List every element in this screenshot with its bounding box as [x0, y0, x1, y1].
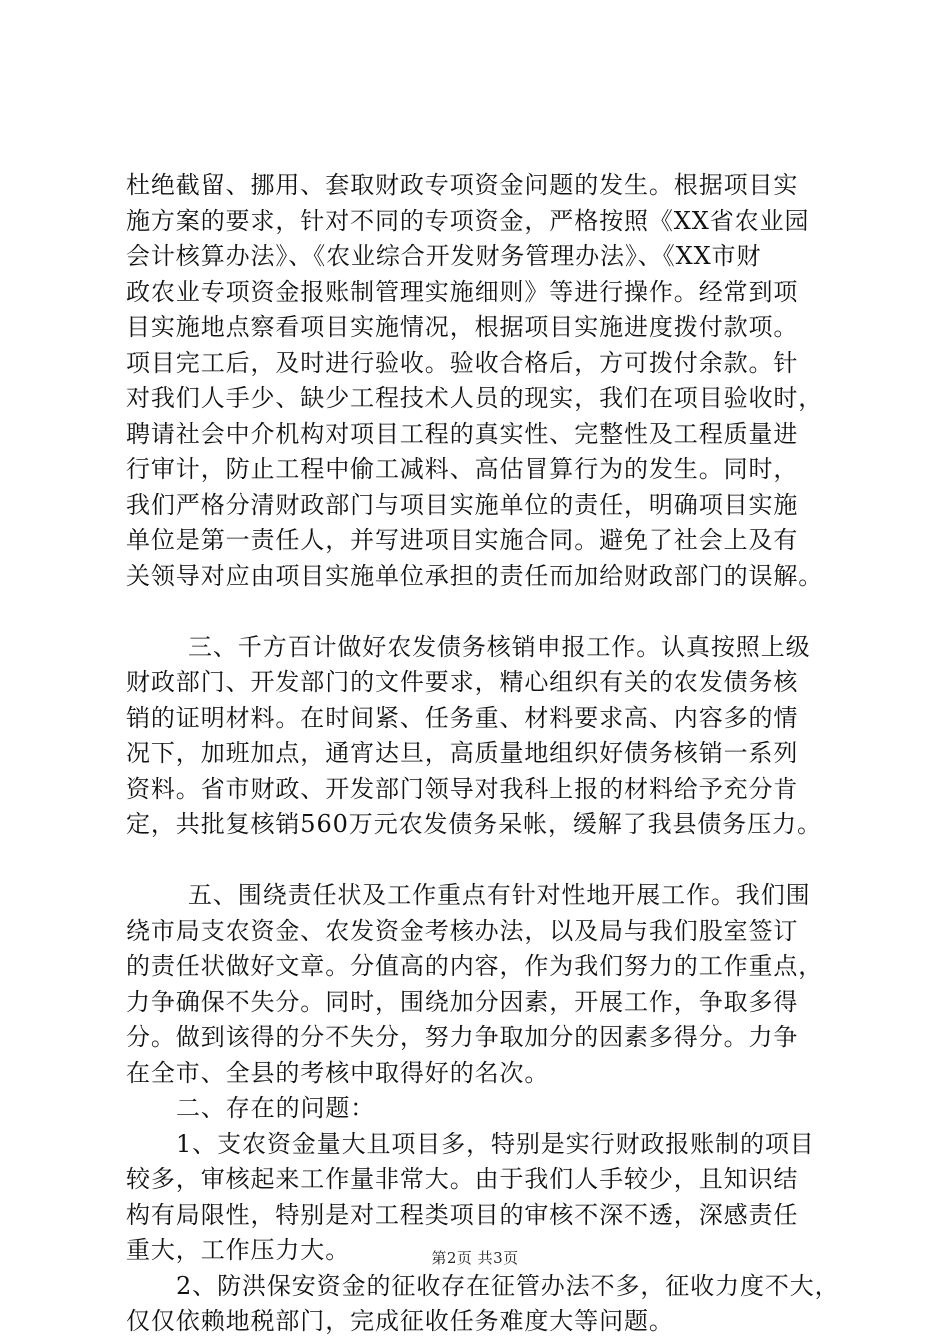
page-footer: 第2页 共3页 [431, 1249, 519, 1267]
text-line: 关领导对应由项目实施单位承担的责任而加给财政部门的误解。 [126, 561, 824, 590]
document-body [126, 168, 846, 1340]
text-line: 我们严格分清财政部门与项目实施单位的责任，明确项目实施 [126, 490, 799, 519]
text-line: 在全市、全县的考核中取得好的名次。 [126, 1058, 550, 1087]
text-line: 聘请社会中介机构对项目工程的真实性、完整性及工程质量进 [126, 419, 799, 448]
text-line: 重大，工作压力大。 [126, 1236, 351, 1264]
text-line: 较多，审核起来工作量非常大。由于我们人手较少，且知识结 [126, 1165, 799, 1193]
text-line: 2、防洪保安资金的征收存在征管办法不多，征收力度不大， [176, 1271, 840, 1300]
text-line: 杜绝截留、挪用、套取财政专项资金问题的发生。根据项目实 [126, 171, 799, 199]
text-line: 力争确保不失分。同时，围绕加分因素，开展工作，争取多得 [126, 987, 799, 1016]
text-line: 单位是第一责任人，并写进项目实施合同。避免了社会上及有 [126, 526, 799, 554]
text-line: 目实施地点察看项目实施情况，根据项目实施进度拨付款项。 [126, 313, 799, 341]
text-line: 行审计，防止工程中偷工减料、高估冒算行为的发生。同时， [126, 455, 799, 483]
text-line: 施方案的要求，针对不同的专项资金，严格按照《XX省农业园 [126, 206, 810, 235]
text-line: 分。做到该得的分不失分，努力争取加分的因素多得分。力争 [126, 1023, 799, 1051]
paragraph-gap [126, 594, 846, 630]
text-line: 定，共批复核销560万元农发债务呆帐，缓解了我县债务压力。 [126, 810, 822, 838]
text-line: 1、支农资金量大且项目多，特别是实行财政报账制的项目 [176, 1129, 815, 1158]
text-line: 销的证明材料。在时间紧、任务重、材料要求高、内容多的情 [126, 703, 799, 732]
text-line: 三、千方百计做好农发债务核销申报工作。认真按照上级 [188, 632, 811, 661]
text-line: 项目完工后，及时进行验收。验收合格后，方可拨付余款。针 [126, 348, 799, 377]
text-line: 的责任状做好文章。分值高的内容，作为我们努力的工作重点， [126, 952, 824, 980]
paragraph-gap [126, 843, 846, 879]
text-line: 构有局限性，特别是对工程类项目的审核不深不透，深感责任 [126, 1200, 799, 1229]
text-line: 仅仅依赖地税部门，完成征收任务难度大等问题。 [126, 1307, 674, 1335]
text-line: 况下，加班加点，通宵达旦，高质量地组织好债务核销一系列 [126, 739, 799, 767]
section-heading: 二、存在的问题： [176, 1094, 376, 1122]
text-line: 五、围绕责任状及工作重点有针对性地开展工作。我们围 [188, 881, 811, 909]
text-line: 绕市局支农资金、农发资金考核办法，以及局与我们股室签订 [126, 916, 799, 945]
text-line: 会计核算办法》、《农业综合开发财务管理办法》、《XX市财 [126, 242, 762, 270]
text-line: 政农业专项资金报账制管理实施细则》等进行操作。经常到项 [126, 277, 799, 306]
text-line: 财政部门、开发部门的文件要求，精心组织有关的农发债务核 [126, 668, 799, 696]
text-line: 资料。省市财政、开发部门领导对我科上报的材料给予充分肯 [126, 774, 799, 803]
text-line: 对我们人手少、缺少工程技术人员的现实，我们在项目验收时， [126, 384, 824, 412]
